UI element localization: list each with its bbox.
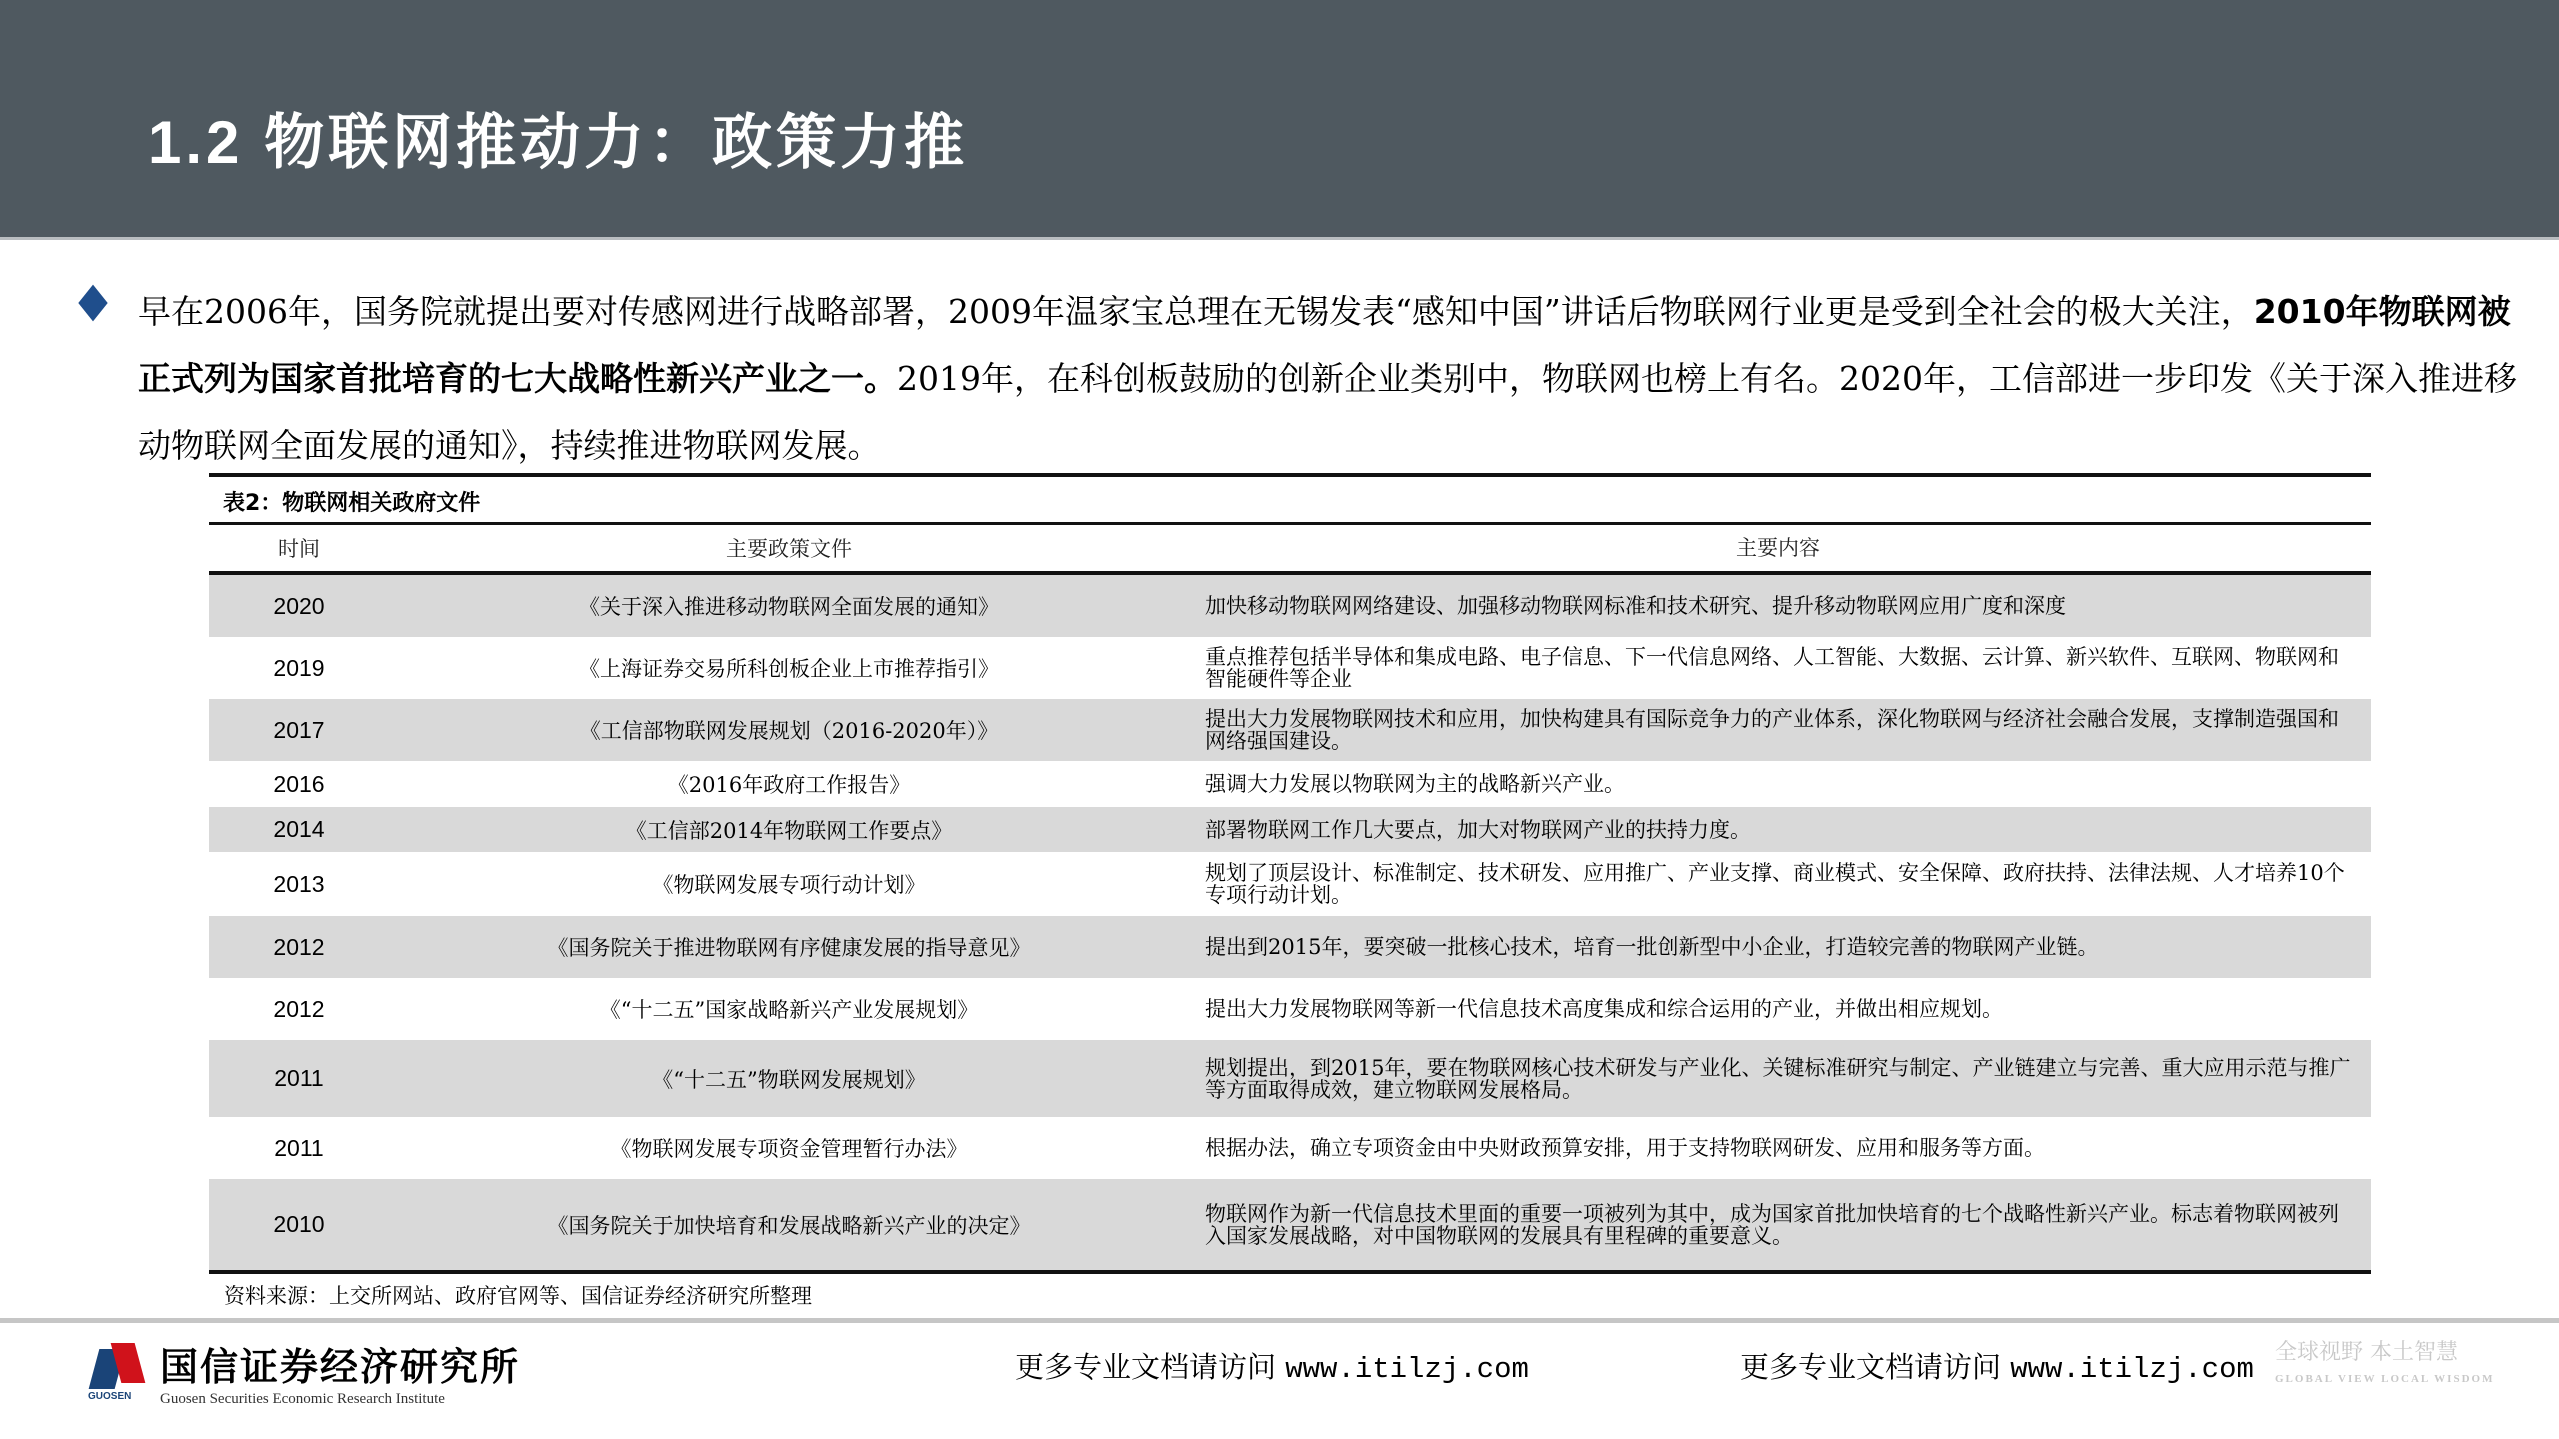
table-row	[209, 852, 2371, 916]
cell-year: 2011	[274, 1065, 324, 1091]
cell-content: 规划了顶层设计、标准制定、技术研发、应用推广、产业支撑、商业模式、安全保障、政府扶持、法律法规、人才培养10个专项行动计划。	[1205, 861, 2345, 907]
footer-promo-right	[1740, 1345, 2254, 1386]
cell-content: 提出大力发展物联网技术和应用，加快构建具有国际竞争力的产业体系，深化物联网与经济社会融合发展，支撑制造强国和网络强国建设。	[1205, 707, 2339, 753]
slide-header	[0, 0, 2559, 240]
cell-year: 2020	[273, 592, 325, 619]
promo-label: 更多专业文档请访问	[1015, 1350, 1277, 1384]
logo-english-name: Guosen Securities Economic Research Institute	[160, 1391, 445, 1407]
table-row	[209, 1040, 2371, 1117]
logo-mark-text: GUOSEN	[88, 1391, 132, 1402]
table-header-row	[209, 525, 2371, 571]
cell-year: 2013	[273, 870, 325, 897]
cell-year: 2011	[274, 1134, 324, 1161]
cell-year: 2010	[273, 1211, 325, 1237]
header-document: 主要政策文件	[726, 537, 852, 561]
cell-document: 《物联网发展专项行动计划》	[652, 873, 926, 897]
diamond-bullet-icon	[78, 285, 107, 322]
table-row	[209, 761, 2371, 807]
footer-divider	[0, 1318, 2559, 1323]
guosen-logo-mark-icon	[88, 1341, 148, 1403]
table-row	[209, 916, 2371, 978]
watermark-cn: 全球视野 本土智慧	[2275, 1340, 2458, 1365]
cell-year: 2012	[273, 995, 325, 1022]
slide-title: 1.2 物联网推动力：政策力推	[148, 109, 969, 176]
table-row	[209, 637, 2371, 699]
intro-text-1: 早在2006年，国务院就提出要对传感网进行战略部署，2009年温家宝总理在无锡发表“感知中国”讲话后物联网行业更是受到全社会的极大关注，	[138, 292, 2254, 331]
watermark-en: GLOBAL VIEW LOCAL WISDOM	[2275, 1373, 2495, 1385]
table-row	[209, 1117, 2371, 1179]
table-body	[209, 575, 2371, 1270]
source-note: 资料来源：上交所网站、政府官网等、国信证券经济研究所整理	[224, 1284, 812, 1308]
table-row	[209, 575, 2371, 637]
cell-document: 《上海证券交易所科创板企业上市推荐指引》	[579, 657, 999, 681]
cell-document: 《工信部2014年物联网工作要点》	[625, 818, 953, 843]
table-row	[209, 1179, 2371, 1270]
promo-link[interactable]: www.itilzj.com	[2010, 1353, 2254, 1386]
cell-year: 2017	[273, 716, 325, 743]
cell-document: 《国务院关于加快培育和发展战略新兴产业的决定》	[547, 1213, 1031, 1238]
cell-document: 《国务院关于推进物联网有序健康发展的指导意见》	[547, 936, 1031, 960]
header-time: 时间	[278, 537, 320, 561]
cell-year: 2016	[273, 770, 325, 797]
cell-content: 提出大力发展物联网等新一代信息技术高度集成和综合运用的产业，并做出相应规划。	[1205, 997, 2003, 1021]
cell-content: 根据办法，确立专项资金由中央财政预算安排，用于支持物联网研发、应用和服务等方面。	[1205, 1136, 2045, 1160]
table-row	[209, 699, 2371, 761]
cell-content: 规划提出，到2015年，要在物联网核心技术研发与产业化、关键标准研究与制定、产业链建立与完善、重大应用示范与推广等方面取得成效，建立物联网发展格局。	[1205, 1055, 2351, 1102]
cell-document: 《物联网发展专项资金管理暂行办法》	[610, 1137, 968, 1161]
cell-year: 2019	[273, 654, 325, 681]
cell-document: 《2016年政府工作报告》	[667, 773, 911, 797]
footer-promo-center	[1015, 1345, 1529, 1386]
intro-bold-text: 2010年物联网被正式列为国家首批培育的七大战略性新兴产业之一。	[138, 292, 2511, 398]
logo-chinese-name: 国信证券经济研究所	[160, 1344, 521, 1389]
cell-content: 重点推荐包括半导体和集成电路、电子信息、下一代信息网络、人工智能、大数据、云计算、新兴软件、互联网、物联网和智能硬件等企业	[1205, 645, 2339, 691]
table-row	[209, 978, 2371, 1040]
cell-content: 物联网作为新一代信息技术里面的重要一项被列为其中，成为国家首批加快培育的七个战略性新兴产业。标志着物联网被列入国家发展战略，对中国物联网的发展具有里程碑的重要意义。	[1205, 1201, 2339, 1248]
cell-document: 《“十二五”国家战略新兴产业发展规划》	[599, 998, 979, 1022]
cell-year: 2012	[273, 933, 325, 960]
cell-content: 加快移动物联网网络建设、加强移动物联网标准和技术研究、提升移动物联网应用广度和深度	[1205, 594, 2066, 618]
cell-content: 强调大力发展以物联网为主的战略新兴产业。	[1205, 772, 1625, 796]
cell-document: 《关于深入推进移动物联网全面发展的通知》	[579, 595, 999, 619]
cell-document: 《工信部物联网发展规划（2016-2020年）》	[579, 719, 999, 743]
promo-link[interactable]: www.itilzj.com	[1285, 1353, 1529, 1386]
cell-year: 2014	[273, 816, 325, 842]
cell-content: 部署物联网工作几大要点，加大对物联网产业的扶持力度。	[1205, 817, 1751, 842]
cell-content: 提出到2015年，要突破一批核心技术，培育一批创新型中小企业，打造较完善的物联网产业链。	[1205, 935, 2099, 959]
intro-text-2: 2019年，在科创板鼓励的创新企业类别中，物联网也榜上有名。2020年，工信部进一步印发《关于深入推进移动物联网全面发展的通知》，持续推进物联网发展。	[138, 359, 2517, 465]
watermark	[2275, 1340, 2494, 1392]
table-bottom-rule	[209, 1270, 2371, 1274]
cell-document: 《“十二五”物联网发展规划》	[652, 1067, 926, 1092]
guosen-logo	[88, 1336, 520, 1408]
table-row	[209, 807, 2371, 852]
header-content: 主要内容	[1736, 536, 1820, 560]
promo-label: 更多专业文档请访问	[1740, 1350, 2002, 1384]
table-caption: 表2：物联网相关政府文件	[223, 491, 481, 516]
intro-paragraph	[138, 278, 2538, 479]
policy-table	[209, 473, 2371, 1274]
